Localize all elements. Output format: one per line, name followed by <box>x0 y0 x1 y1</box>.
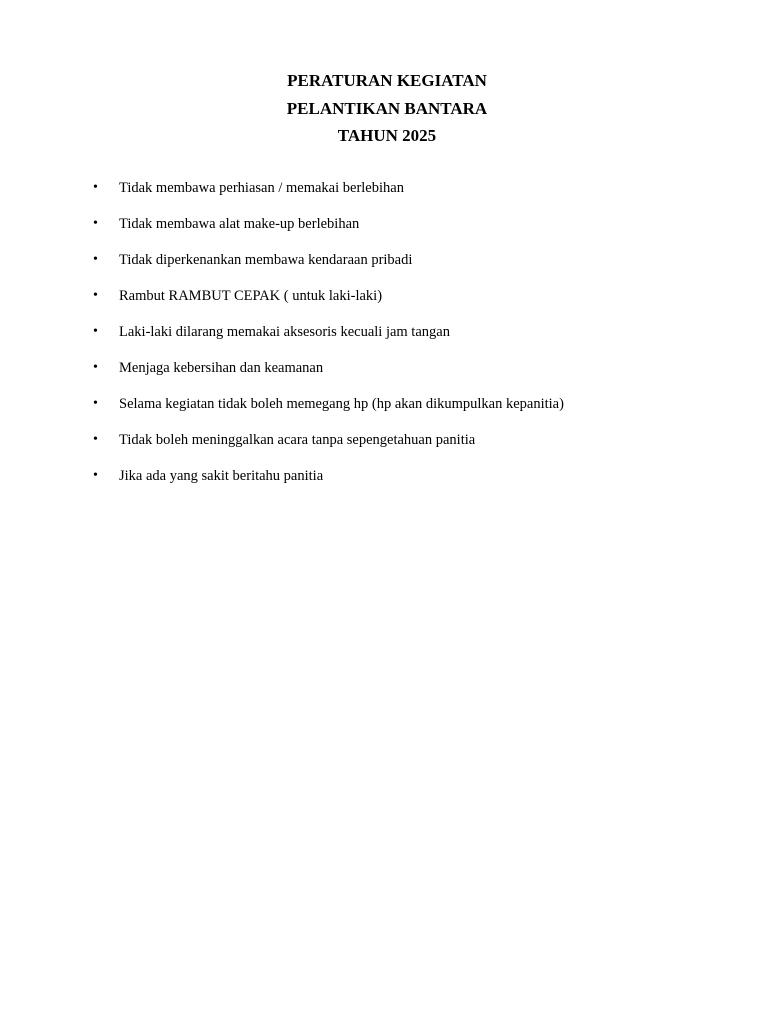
list-item <box>0 249 768 285</box>
bullet-icon: • <box>93 432 98 447</box>
bullet-icon: • <box>93 288 98 303</box>
title-line-1: PERATURAN KEGIATAN <box>287 71 487 90</box>
title-line-2: PELANTIKAN BANTARA <box>286 98 488 118</box>
rule-text: Menjaga kebersihan dan keamanan <box>119 360 324 376</box>
bullet-icon: • <box>93 216 98 231</box>
bullet-icon: • <box>93 468 98 483</box>
list-item <box>0 465 768 501</box>
rule-text: Tidak membawa alat make-up berlebihan <box>119 216 360 232</box>
bullet-icon: • <box>93 360 98 375</box>
rule-text: Jika ada yang sakit beritahu panitia <box>119 468 324 484</box>
list-item <box>0 177 768 213</box>
rule-text: Tidak diperkenankan membawa kendaraan pribadi <box>119 252 413 268</box>
list-item <box>0 357 768 393</box>
list-item <box>0 393 768 429</box>
title-line-3: TAHUN 2025 <box>337 126 437 145</box>
rule-text: Laki-laki dilarang memakai aksesoris kecuali jam tangan <box>119 324 450 340</box>
rule-text: Selama kegiatan tidak boleh memegang hp (hp akan dikumpulkan kepanitia) <box>119 396 564 412</box>
rules-list <box>0 177 768 501</box>
bullet-icon: • <box>93 396 98 411</box>
rule-text: Rambut RAMBUT CEPAK ( untuk laki-laki) <box>119 288 383 304</box>
bullet-icon: • <box>93 324 98 339</box>
list-item <box>0 285 768 321</box>
list-item <box>0 321 768 357</box>
document-title <box>0 67 768 150</box>
bullet-icon: • <box>93 252 98 267</box>
rule-text: Tidak boleh meninggalkan acara tanpa sepengetahuan panitia <box>119 432 476 448</box>
list-item <box>0 213 768 249</box>
list-item <box>0 429 768 465</box>
bullet-icon: • <box>93 180 98 195</box>
rule-text: Tidak membawa perhiasan / memakai berlebihan <box>119 180 404 196</box>
